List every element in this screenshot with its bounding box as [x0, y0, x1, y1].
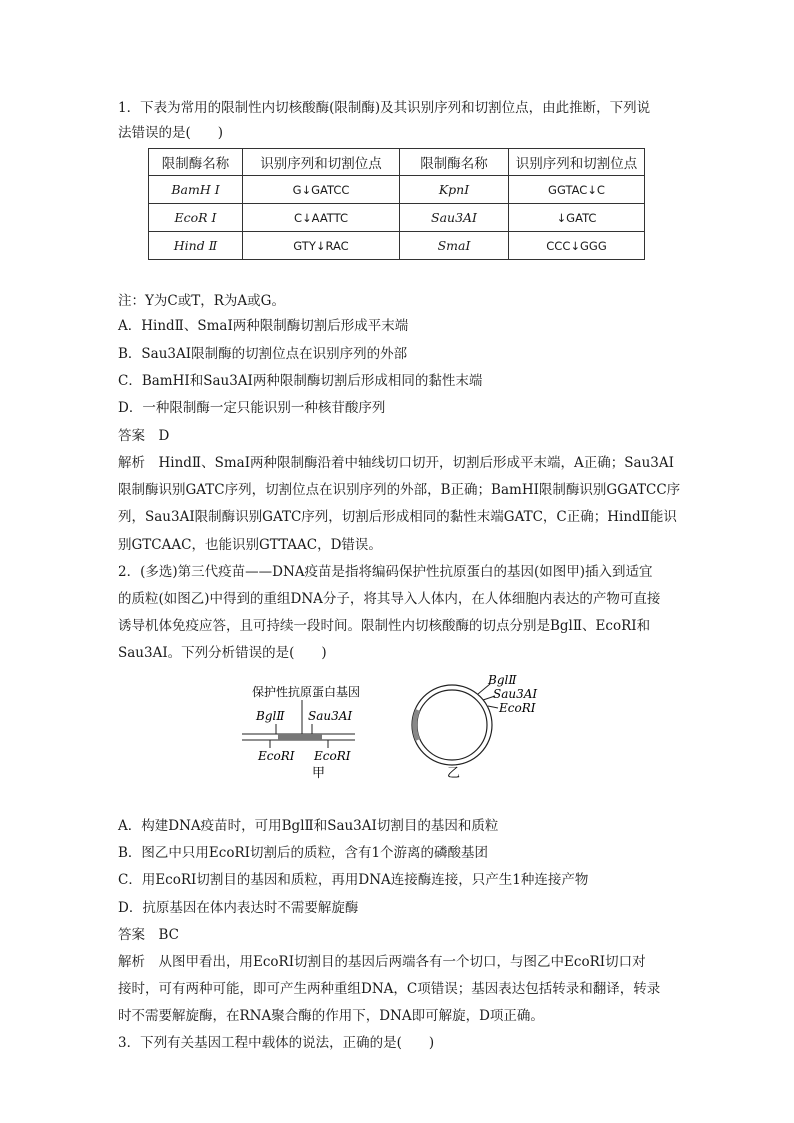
bgl2-site-label: BglⅡ: [256, 709, 285, 723]
gene-label: 保护性抗原蛋白基因: [252, 685, 361, 699]
q1-option-b: B．Sau3AⅠ限制酶的切割位点在识别序列的外部: [118, 346, 408, 362]
table-header: 识别序列和切割位点: [243, 149, 400, 176]
q2-option-c: C．用EcoRⅠ切割目的基因和质粒，再用DNA连接酶连接，只产生1种连接产物: [118, 872, 589, 888]
q1-answer: 答案 D: [118, 428, 170, 444]
table-header-row: [149, 149, 645, 176]
table-row: [149, 232, 645, 260]
enzyme-name: BamH Ⅰ: [149, 176, 243, 204]
q1-analysis-line3: 列，Sau3AⅠ限制酶识别GATC序列，切割后形成相同的黏性末端GATC，C正确；HindⅡ能识: [118, 509, 677, 525]
recognition-site: GGTAC↓C: [509, 176, 645, 204]
q2-stem-line4: Sau3AⅠ。下列分析错误的是( ): [118, 645, 327, 661]
ecor1-pointer: [488, 706, 498, 708]
enzyme-name: Hind Ⅱ: [149, 232, 243, 260]
q2-stem-line1: 2．(多选)第三代疫苗——DNA疫苗是指将编码保护性抗原蛋白的基因(如图甲)插入到适宜: [118, 564, 653, 580]
q2-analysis-line3: 时不需要解旋酶，在RNA聚合酶的作用下，DNA即可解旋，D项正确。: [118, 1008, 544, 1024]
ecor1-left-label: EcoRⅠ: [258, 749, 295, 763]
plasmid-inner-ring: [417, 690, 487, 760]
q1-stem-line1: 1．下表为常用的限制性内切核酸酶(限制酶)及其识别序列和切割位点，由此推断，下列说: [118, 100, 651, 116]
q2-option-d: D．抗原基因在体内表达时不需要解旋酶: [118, 900, 359, 916]
q2-stem-line3: 诱导机体免疫应答，且可持续一段时间。限制性内切核酸酶的切点分别是BglⅡ、EcoRⅠ和: [118, 618, 651, 634]
recognition-site: CCC↓GGG: [509, 232, 645, 260]
plasmid-outer-ring: [412, 685, 492, 765]
q2-option-a: A．构建DNA疫苗时，可用BglⅡ和Sau3AⅠ切割目的基因和质粒: [118, 818, 499, 834]
figure-b-plasmid: [412, 673, 537, 781]
q2-option-b: B．图乙中只用EcoRⅠ切割后的质粒，含有1个游离的磷酸基团: [118, 845, 489, 861]
enzyme-name: SmaⅠ: [400, 232, 509, 260]
q1-option-d: D．一种限制酶一定只能识别一种核苷酸序列: [118, 400, 386, 416]
recognition-site: ↓GATC: [509, 204, 645, 232]
q1-option-a: A．HindⅡ、SmaⅠ两种限制酶切割后形成平末端: [118, 318, 409, 334]
table-row: [149, 176, 645, 204]
table-header: 识别序列和切割位点: [509, 149, 645, 176]
enzyme-name: EcoR Ⅰ: [149, 204, 243, 232]
q1-analysis-line2: 限制酶识别GATC序列，切割位点在识别序列的外部，B正确；BamHⅠ限制酶识别GGATCC序: [118, 482, 681, 498]
figure-b-caption: 乙: [447, 766, 461, 781]
table-header: 限制酶名称: [400, 149, 509, 176]
plasmid-ecor1-label: EcoRⅠ: [499, 701, 536, 715]
enzyme-table: [148, 148, 645, 260]
recognition-site: G↓GATCC: [243, 176, 400, 204]
plasmid-sau3a-label: Sau3AⅠ: [493, 687, 538, 701]
table-header: 限制酶名称: [149, 149, 243, 176]
q2-answer: 答案 BC: [118, 927, 180, 943]
plasmid-bgl2-label: BglⅡ: [488, 673, 517, 687]
q2-figure: [240, 672, 570, 784]
q1-analysis-line4: 别GTCAAC，也能识别GTTAAC，D错误。: [118, 537, 382, 553]
q3-stem: 3．下列有关基因工程中载体的说法，正确的是( ): [118, 1035, 435, 1051]
recognition-site: C↓AATTC: [243, 204, 400, 232]
recognition-site: GTY↓RAC: [243, 232, 400, 260]
q2-analysis-line1: 解析 从图甲看出，用EcoRⅠ切割目的基因后两端各有一个切口，与图乙中EcoRⅠ切口对: [118, 954, 646, 970]
q1-analysis-line1: 解析 HindⅡ、SmaⅠ两种限制酶沿着中轴线切口切开，切割后形成平末端，A正确；Sau3AⅠ: [118, 455, 674, 471]
sau3a-site-label: Sau3AⅠ: [308, 709, 353, 723]
figure-a-caption: 甲: [312, 766, 326, 781]
q2-analysis-line2: 接时，可有两种可能，即可产生两种重组DNA，C项错误；基因表达包括转录和翻译，转录: [118, 981, 661, 997]
enzyme-name: KpnⅠ: [400, 176, 509, 204]
figure-a-gene-map: [242, 684, 360, 781]
q1-option-c: C．BamHⅠ和Sau3AⅠ两种限制酶切割后形成相同的黏性末端: [118, 373, 483, 389]
target-gene-segment: [278, 734, 322, 740]
enzyme-name: Sau3AⅠ: [400, 204, 509, 232]
q1-stem-line2: 法错误的是( ): [118, 125, 224, 141]
ecor1-right-label: EcoRⅠ: [314, 749, 351, 763]
table-row: [149, 204, 645, 232]
q2-stem-line2: 的质粒(如图乙)中得到的重组DNA分子，将其导入人体内，在人体细胞内表达的产物可直接: [118, 591, 661, 607]
q1-note: 注：Y为C或T，R为A或G。: [118, 293, 285, 309]
